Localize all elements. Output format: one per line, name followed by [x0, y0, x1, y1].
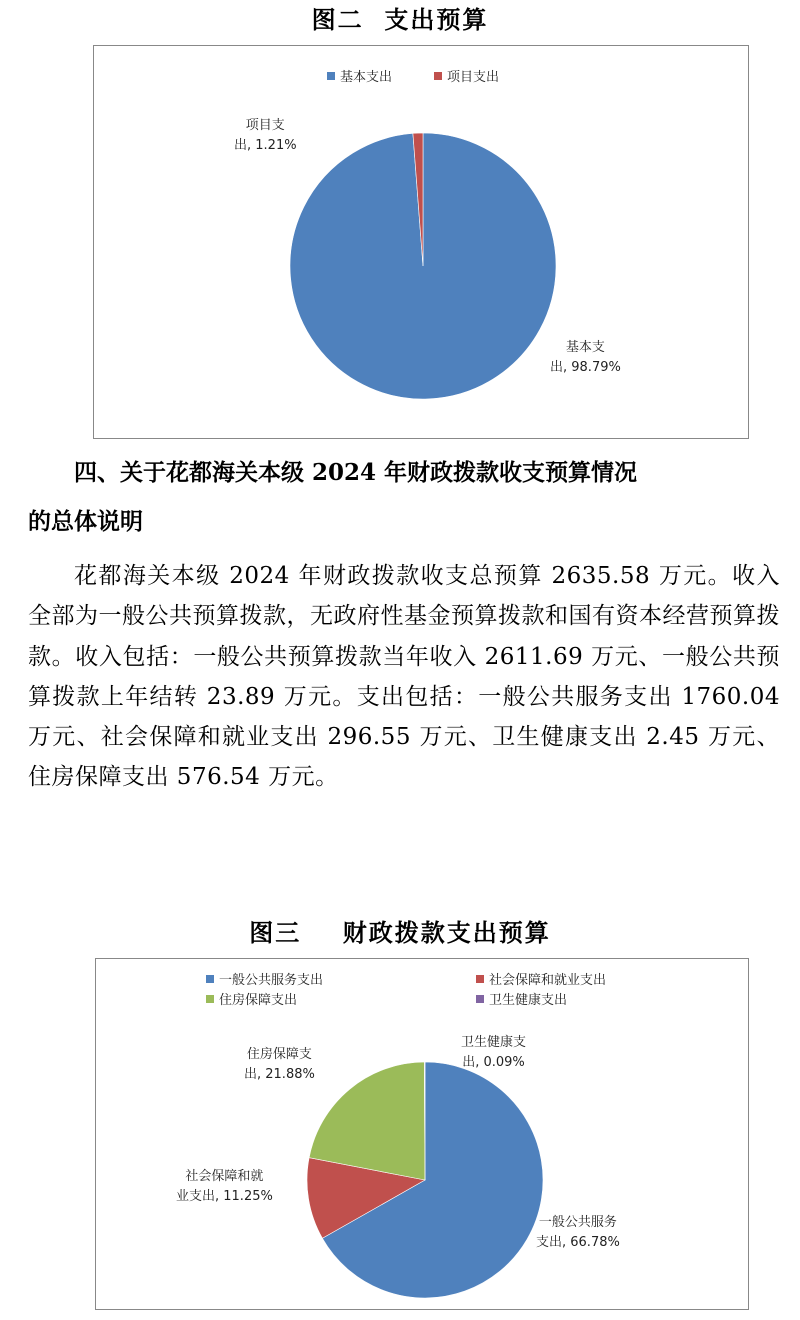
slice-label-line: 支出, 66.78% — [536, 1235, 620, 1250]
legend-swatch — [434, 72, 442, 80]
legend-swatch — [327, 72, 335, 80]
figure2-pie-svg — [94, 46, 748, 438]
slice-label-line: 出, 1.21% — [234, 138, 297, 153]
section-paragraph: 花都海关本级 2024 年财政拨款收支总预算 2635.58 万元。收入全部为一般公共预算拨款，无政府性基金预算拨款和国有资本经营预算拨款。收入包括：一般公共预算拨款当年收入 2611.69 万元、一般公共预算拨款上年结转 23.89 万元。支出包括：一般公共服务支出 1760.04 万元、社会保障和就业支出 296.55 万元、卫生健康支出 2.45 万元、住房保障支出 576.54 万元。 — [28, 563, 780, 791]
figure3-legend-item-housing — [206, 989, 297, 1008]
figure3-slice-label-housing — [244, 1045, 315, 1085]
legend-swatch — [206, 995, 214, 1003]
legend-label: 项目支出 — [447, 70, 500, 85]
slice-label-line: 卫生健康支 — [461, 1035, 527, 1050]
figure3-pie — [307, 1062, 543, 1298]
slice-label-line: 项目支 — [245, 118, 285, 133]
figure3-legend-item-general — [206, 969, 323, 988]
slice-label-line: 出, 98.79% — [550, 360, 621, 375]
figure2-pie — [290, 133, 556, 399]
figure3-legend-item-social — [476, 969, 606, 988]
legend-label: 社会保障和就业支出 — [489, 973, 607, 988]
figure2-legend-item-project — [434, 66, 499, 85]
slice-label-line: 一般公共服务 — [538, 1215, 617, 1230]
section-heading-line2: 的总体说明 — [28, 508, 143, 535]
figure2-slice-label-project — [234, 116, 297, 156]
section-heading-line1: 四、关于花都海关本级 2024 年财政拨款收支预算情况 — [74, 459, 638, 486]
figure3-slice-label-social — [176, 1167, 273, 1207]
slice-label-line: 住房保障支 — [246, 1047, 312, 1062]
figure2-slice-label-basic — [550, 338, 621, 378]
figure3-slice-label-health — [461, 1033, 526, 1073]
figure3-chart — [95, 958, 749, 1310]
slice-label-line: 出, 0.09% — [462, 1055, 525, 1070]
figure2-legend-item-basic — [327, 66, 392, 85]
legend-swatch — [476, 975, 484, 983]
figure3-title: 图三 财政拨款支出预算 — [249, 918, 551, 947]
slice-label-line: 基本支 — [565, 340, 605, 355]
figure2-title: 图二 支出预算 — [311, 5, 489, 34]
legend-label: 基本支出 — [340, 70, 393, 85]
figure2-chart — [93, 45, 749, 439]
figure3-slice-label-general — [536, 1213, 620, 1253]
slice-label-line: 社会保障和就 — [185, 1169, 264, 1184]
legend-label: 一般公共服务支出 — [219, 973, 324, 988]
slice-label-line: 出, 21.88% — [244, 1067, 315, 1082]
figure3-pie-svg — [96, 959, 748, 1309]
slice-label-line: 业支出, 11.25% — [176, 1189, 273, 1204]
legend-swatch — [206, 975, 214, 983]
legend-swatch — [476, 995, 484, 1003]
legend-label: 住房保障支出 — [219, 993, 298, 1008]
legend-label: 卫生健康支出 — [489, 993, 568, 1008]
figure3-legend-item-health — [476, 989, 567, 1008]
